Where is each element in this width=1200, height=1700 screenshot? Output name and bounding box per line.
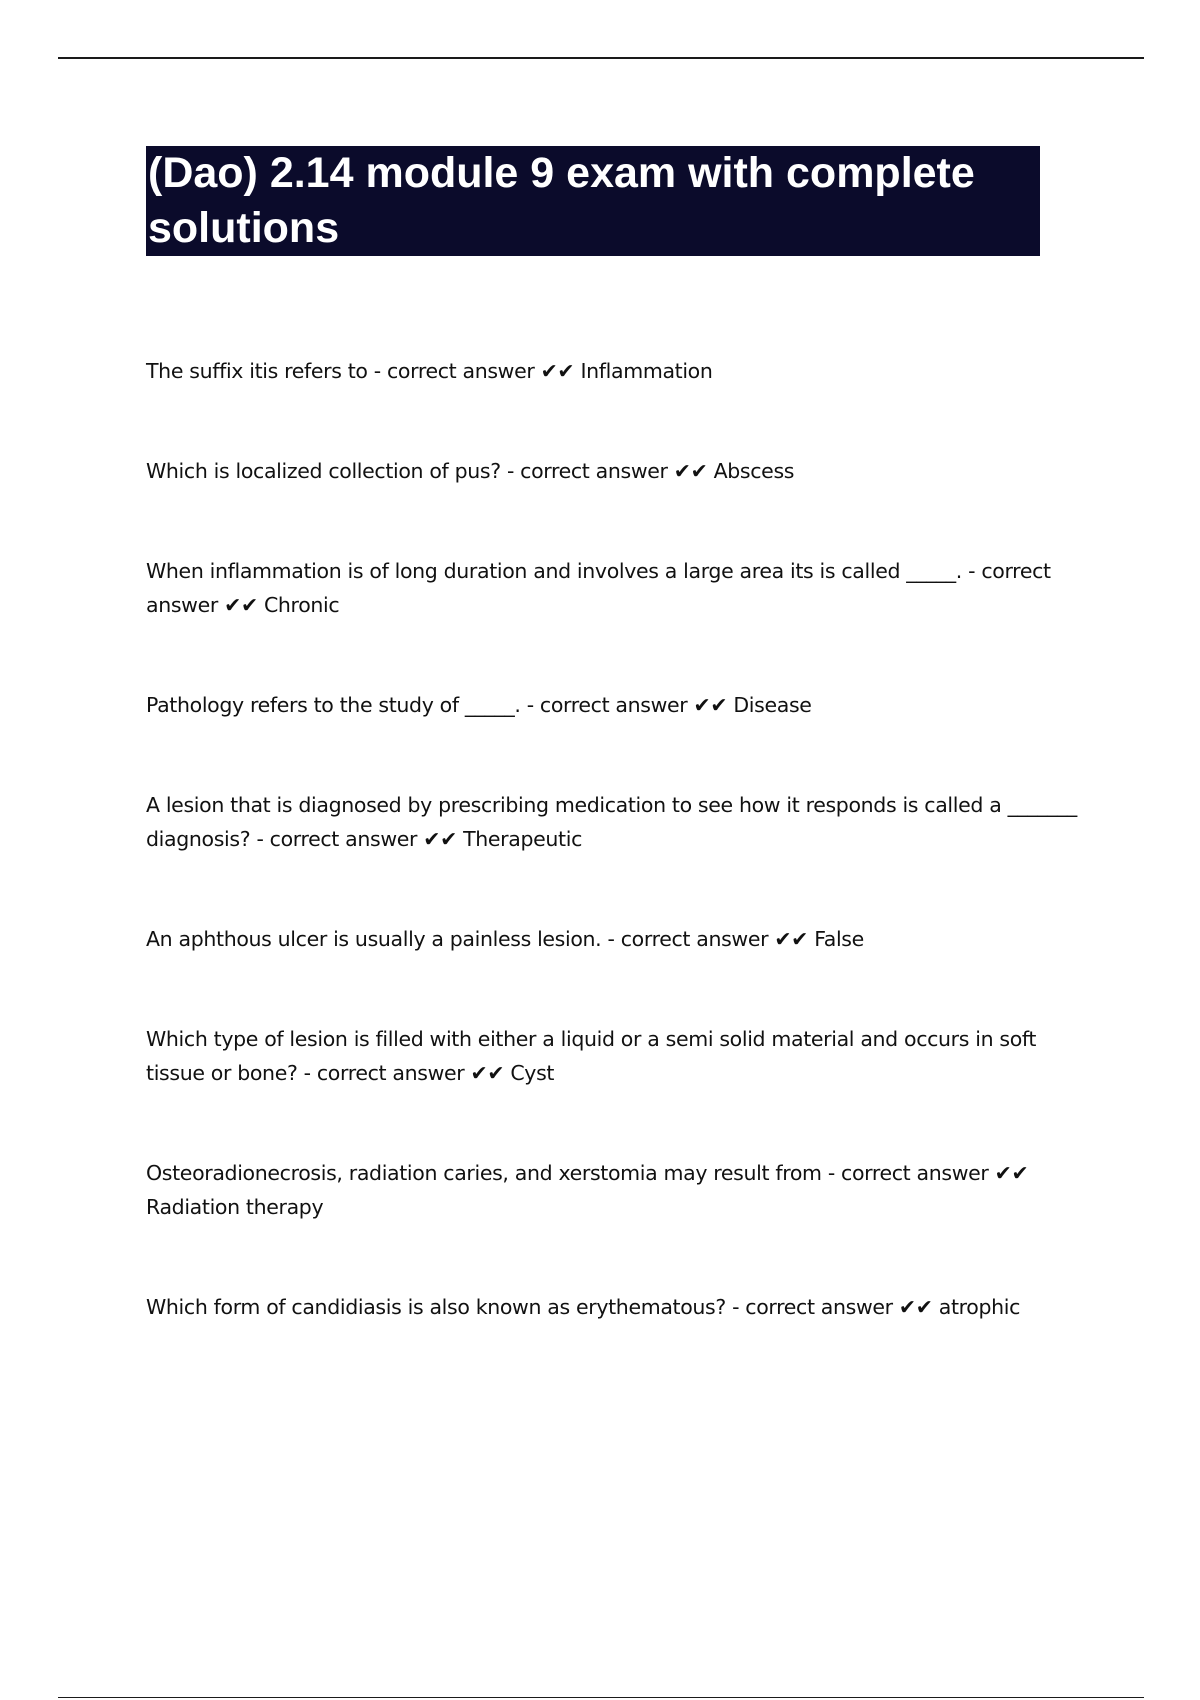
answer-marker: - correct answer	[506, 459, 668, 483]
question-text: Which type of lesion is filled with either a liquid or a semi solid material and occurs in soft tissue or bone?	[146, 1027, 1037, 1085]
answer-text: Disease	[733, 693, 812, 717]
qa-item	[146, 1022, 1096, 1090]
qa-item	[146, 454, 1096, 488]
answer-text: False	[814, 927, 864, 951]
check-icon: ✔✔	[693, 693, 728, 717]
check-icon: ✔✔	[898, 1295, 933, 1319]
document-title: (Dao) 2.14 module 9 exam with complete solutions	[148, 149, 975, 252]
bottom-page-rule	[58, 1697, 1144, 1698]
qa-item	[146, 1156, 1096, 1224]
question-answer-list	[146, 354, 1096, 1324]
question-text: Which is localized collection of pus?	[146, 459, 501, 483]
answer-marker: - correct answer	[827, 1161, 989, 1185]
check-icon: ✔✔	[224, 593, 258, 617]
answer-text: Abscess	[713, 459, 795, 483]
answer-text: Therapeutic	[463, 827, 582, 851]
question-text: Which form of candidiasis is also known as erythematous?	[146, 1295, 726, 1319]
answer-marker: - correct answer	[146, 559, 1051, 617]
answer-text: Radiation therapy	[146, 1195, 324, 1219]
question-text: A lesion that is diagnosed by prescribing medication to see how it responds is called a _______ diagnosis?	[146, 793, 1077, 851]
check-icon: ✔✔	[673, 459, 708, 483]
title-banner	[146, 146, 1040, 256]
qa-item	[146, 688, 1096, 722]
question-text: When inflammation is of long duration and involves a large area its is called _____.	[146, 559, 962, 583]
question-text: An aphthous ulcer is usually a painless lesion.	[146, 927, 602, 951]
answer-marker: - correct answer	[732, 1295, 893, 1319]
question-text: The suffix itis refers to	[146, 359, 368, 383]
qa-item	[146, 922, 1096, 956]
answer-text: Cyst	[510, 1061, 555, 1085]
answer-marker: - correct answer	[303, 1061, 465, 1085]
question-text: Osteoradionecrosis, radiation caries, and xerstomia may result from	[146, 1161, 822, 1185]
answer-marker: - correct answer	[607, 927, 769, 951]
answer-marker: - correct answer	[256, 827, 418, 851]
question-text: Pathology refers to the study of _____.	[146, 693, 521, 717]
answer-text: Chronic	[263, 593, 340, 617]
check-icon: ✔✔	[470, 1061, 505, 1085]
qa-item	[146, 1290, 1096, 1324]
qa-item	[146, 788, 1096, 856]
answer-text: atrophic	[938, 1295, 1021, 1319]
top-page-rule	[58, 57, 1144, 59]
qa-item	[146, 354, 1096, 388]
check-icon: ✔✔	[994, 1161, 1029, 1185]
check-icon: ✔✔	[540, 359, 575, 383]
answer-marker: - correct answer	[373, 359, 535, 383]
check-icon: ✔✔	[774, 927, 809, 951]
answer-text: Inflammation	[580, 359, 713, 383]
qa-item	[146, 554, 1096, 622]
answer-marker: - correct answer	[526, 693, 688, 717]
check-icon: ✔✔	[423, 827, 457, 851]
